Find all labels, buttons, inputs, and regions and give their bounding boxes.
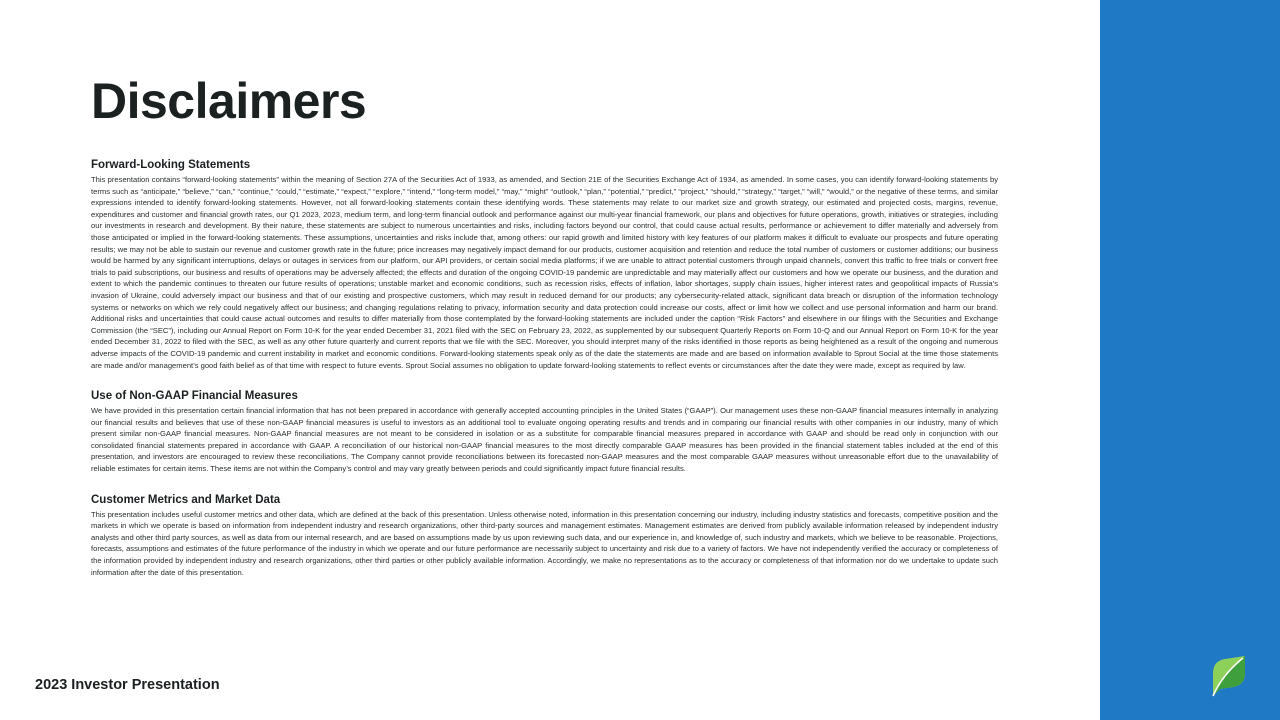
section-customer-metrics (91, 493, 998, 579)
footer-label: 2023 Investor Presentation (35, 677, 220, 693)
side-accent-band (1100, 0, 1280, 720)
section-non-gaap (91, 389, 998, 475)
section-heading: Customer Metrics and Market Data (91, 493, 281, 506)
section-body: We have provided in this presentation certain financial information that has not been prepared in accordance with generally accepted accounting principles in the United States (“GAAP”). Our management uses these non-GAAP financial measures internally in analyzing our financial results and believes that use of these non-GAAP financial measures is useful to investors as an additional tool to evaluate ongoing operating results and trends and in comparing our financial results with other companies in our industry, many of which present similar non-GAAP financial measures. Non-GAAP financial measures are not meant to be considered in isolation or as a substitute for comparable financial measures prepared in accordance with GAAP and should be read only in conjunction with our consolidated financial statements prepared in accordance with GAAP. A reconciliation of our historical non-GAAP financial measures to the most directly comparable GAAP measures has been provided in the financial statement tables included at the end of this presentation, and investors are encouraged to review these reconciliations. The Company cannot provide reconciliations between its forecasted non-GAAP measures and the most comparable GAAP measures without unreasonable effort due to the unavailability of reliable estimates for certain items. These items are not within the Company’s control and may vary greatly between periods and could significantly impact future financial results. (91, 406, 998, 474)
section-body: This presentation contains “forward-looking statements” within the meaning of Section 27A of the Securities Act of 1933, as amended, and Section 21E of the Securities Exchange Act of 1934, as amended. In some cases, you can identify forward-looking statements by terms such as “anticipate,” “believe,” “can,” “continue,” “could,” “estimate,” “expect,” “explore,” “intend,” “long-term model,” “may,” “might” “outlook,” “plan,” “potential,” “predict,” “project,” “should,” “strategy,” “target,” “will,” “would,” or the negative of these terms, and similar expressions intended to identify forward-looking statements. However, not all forward-looking statements contain these identifying words. These statements may relate to our market size and growth strategy, our estimated and projected costs, margins, revenue, expenditures and customer and financial growth rates, our Q1 2023, 2023, medium term, and long-term financial outlook and performance against our multi-year financial framework, our plans and objectives for future operations, growth, initiatives or strategies, including our investments in research and development. By their nature, these statements are subject to numerous uncertainties and risks, including factors beyond our control, that could cause actual results, performance or achievement to differ materially and adversely from those anticipated or implied in the forward-looking statements. These assumptions, uncertainties and risks include that, among others: our rapid growth and limited history with key features of our platform makes it difficult to evaluate our prospects and future operating results; we may not be able to sustain our revenue and customer growth rate in the future; price increases may negatively impact demand for our products, customer acquisition and retention and reduce the total number of customers or customer additions; our business would be harmed by any significant interruptions, delays or outages in services from our platform, our API providers, or certain social media platforms; if we are unable to attract potential customers through unpaid channels, convert this traffic to free trials or convert free trials to paid subscriptions, our business and results of operations may be adversely affected; the effects and duration of the ongoing COVID-19 pandemic are unpredictable and may materially affect our customers and how we operate our business, and the duration and extent to which the pandemic continues to threaten our future results of operations; unstable market and economic conditions, such as recession risks, effects of inflation, labor shortages, supply chain issues, higher interest rates and geopolitical impacts of Russia’s invasion of Ukraine, could adversely impact our business and that of our existing and prospective customers, which may result in reduced demand for our products; any cybersecurity-related attack, significant data breach or disruption of the information technology systems or networks on which we rely could negatively affect our business; and changing regulations relating to privacy, information security and data protection could increase our costs, affect or limit how we collect and use personal information and harm our brand. Additional risks and uncertainties that could cause actual outcomes and results to differ materially from those contemplated by the forward-looking statements are included under the caption “Risk Factors” and elsewhere in our filings with the Securities and Exchange Commission (the “SEC”), including our Annual Report on Form 10-K for the year ended December 31, 2021 filed with the SEC on February 23, 2022, as supplemented by our subsequent Quarterly Reports on Form 10-Q and our Annual Report on Form 10-K for the year ended December 31, 2022 to filed with the SEC, as well as any other future quarterly and current reports that we file with the SEC. Moreover, you should interpret many of the risks identified in those reports as being heightened as a result of the ongoing and numerous adverse impacts of the COVID-19 pandemic and current instability in market and economic conditions. Forward-looking statements speak only as of the date the statements are made and are based on information available to Sprout Social at the time those statements are made and/or management’s good faith belief as of that time with respect to future events. Sprout Social assumes no obligation to update forward-looking statements to reflect events or circumstances after the date they were made, except as required by law. (91, 175, 998, 370)
page-title: Disclaimers (91, 73, 367, 129)
section-body: This presentation includes useful customer metrics and other data, which are defined at the back of this presentation. Unless otherwise noted, information in this presentation concerning our industry, including industry statistics and forecasts, competitive position and the markets in which we operate is based on information from independent industry and research organizations, other third-party sources and management estimates. Management estimates are derived from publicly available information released by independent industry analysts and other third party sources, as well as data from our internal research, and are based on assumptions made by us upon reviewing such data, and our experience in, and knowledge of, such industry and markets, which we believe to be reasonable. Projections, forecasts, assumptions and estimates of the future performance of the industry in which we operate and our future performance are necessarily subject to uncertainty and risk due to a variety of factors. We have not independently verified the accuracy or completeness of the information provided by independent industry and research organizations, other third parties or other publicly available information. Accordingly, we make no representations as to the accuracy or completeness of that information nor do we undertake to update such information after the date of this presentation. (91, 509, 998, 577)
section-heading: Forward-Looking Statements (91, 159, 251, 171)
section-forward-looking (91, 158, 998, 371)
sprout-leaf-icon (1210, 655, 1246, 697)
section-heading: Use of Non-GAAP Financial Measures (91, 390, 298, 403)
disclaimer-content (91, 158, 998, 596)
